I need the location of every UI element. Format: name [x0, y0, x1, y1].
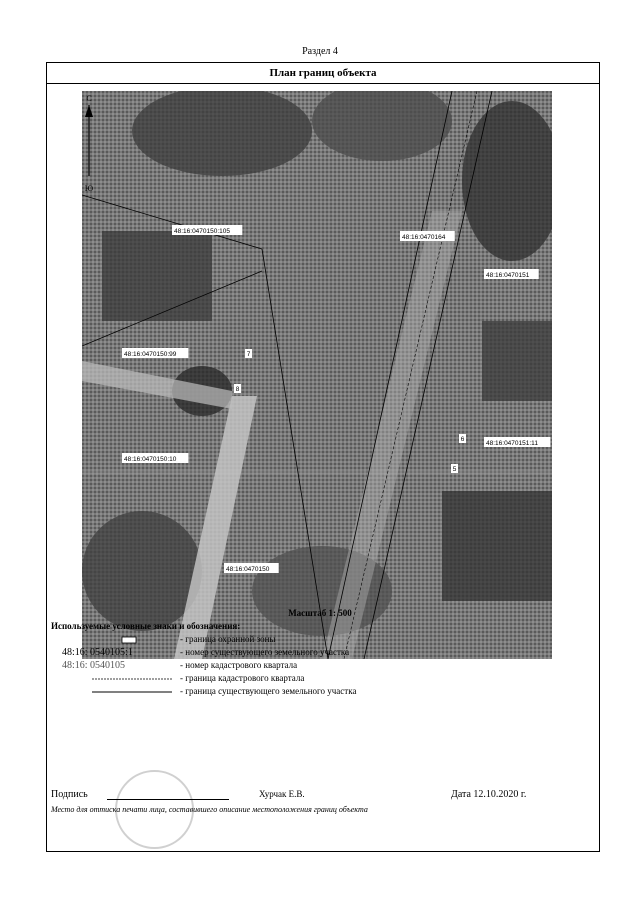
- parcel-label-text: 48:16:0470151: [486, 272, 530, 279]
- point-marker-text: 5: [452, 466, 457, 473]
- point-marker: [234, 384, 241, 393]
- parcel-label: [400, 231, 455, 241]
- legend-title: Используемые условные знаки и обозначения:: [51, 621, 241, 631]
- parcel-label-text: 48:16:0470150:10: [124, 456, 177, 463]
- legend-symbol: 48:16: 0540105: [62, 660, 126, 671]
- legend-text: - граница существующего земельного участка: [180, 686, 357, 696]
- signatory-name: Хурчак Е.В.: [259, 789, 305, 799]
- parcel-label-text: 48:16:0470151:11: [486, 440, 538, 447]
- parcel-label: [172, 225, 242, 235]
- point-marker-text: 7: [246, 351, 251, 358]
- parcel-label: [484, 269, 539, 279]
- legend-text: - граница кадастрового квартала: [180, 673, 305, 683]
- compass-north: С: [86, 94, 92, 103]
- parcel-label-text: 48:16:0470150:99: [124, 351, 177, 358]
- parcel-label-text: 48:16:0470150: [226, 566, 270, 573]
- compass-icon: [82, 91, 96, 211]
- point-marker-text: 6: [460, 436, 465, 443]
- map-canvas: [82, 91, 552, 659]
- stamp-note: Место для оттиска печати лица, составившего описание местоположения границ объекта: [51, 805, 368, 814]
- document-frame: [46, 62, 600, 852]
- point-marker: [459, 434, 466, 443]
- compass-south: Ю: [84, 184, 94, 193]
- parcel-label: [484, 437, 550, 447]
- legend-text: - номер кадастрового квартала: [180, 660, 298, 670]
- legend-item-parcel-boundary: [62, 686, 582, 699]
- parcel-label: [224, 563, 279, 573]
- point-marker: [451, 464, 458, 473]
- dashed-line-icon: [62, 673, 172, 686]
- point-marker-text: 8: [235, 386, 240, 393]
- parcel-label-text: 48:16:0470164: [402, 234, 446, 241]
- section-title: Раздел 4: [302, 46, 338, 57]
- signature-line: [107, 799, 229, 800]
- legend-item-parcel-number: [62, 647, 582, 660]
- point-marker: [245, 349, 252, 358]
- aerial-map: [82, 91, 552, 659]
- legend-item-quarter-number: [62, 660, 582, 673]
- legend-text: - граница охранной зоны: [180, 634, 276, 644]
- legend-symbol: 48:16: 0540105:1: [62, 647, 133, 658]
- parcel-label: [122, 453, 188, 463]
- solid-line-icon: [62, 686, 172, 699]
- parcel-label: [122, 348, 188, 358]
- legend-text: - номер существующего земельного участка: [180, 647, 350, 657]
- map-scale: Масштаб 1: 500: [288, 608, 352, 618]
- legend-item-zone: [62, 634, 582, 647]
- plan-header: План границ объекта: [47, 63, 599, 84]
- signature-date: Дата 12.10.2020 г.: [451, 789, 527, 800]
- signature-label: Подпись: [51, 789, 88, 800]
- parcel-label-text: 48:16:0470150:105: [174, 228, 231, 235]
- legend-item-quarter-boundary: [62, 673, 582, 686]
- zone-symbol-icon: [62, 634, 172, 647]
